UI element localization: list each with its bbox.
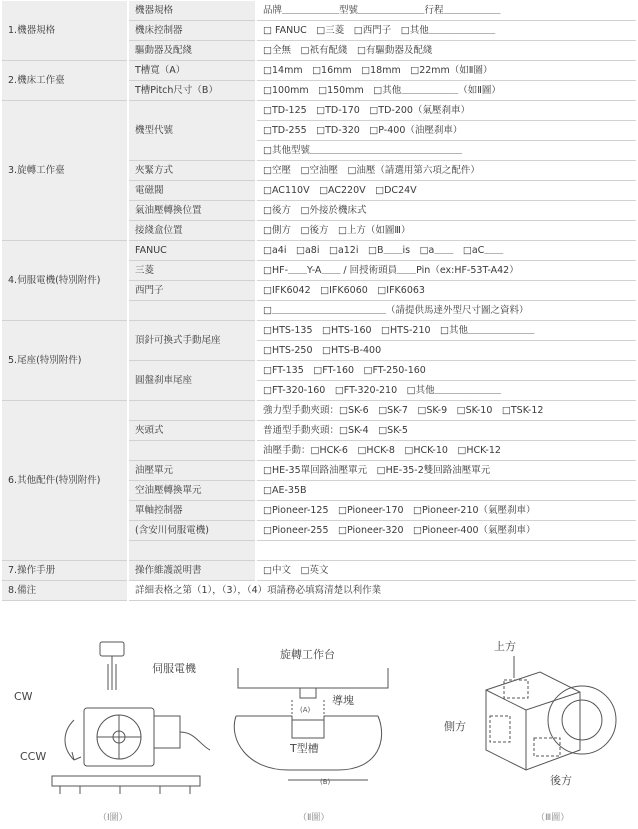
- field-label: 三菱: [128, 261, 256, 281]
- field-options[interactable]: □後方 □外接於機床式: [256, 201, 636, 221]
- spec-row: [2, 561, 636, 581]
- field-options[interactable]: □Pioneer-125 □Pioneer-170 □Pioneer-210（氣壓刹車）: [256, 501, 636, 521]
- fig2-title: 旋轉工作台: [280, 648, 335, 661]
- category-label: 8.備注: [2, 581, 128, 601]
- fig1-ccw-label: CCW: [20, 750, 47, 763]
- fig2-caption: （Ⅱ圖）: [298, 813, 330, 823]
- field-label: 電磁閥: [128, 181, 256, 201]
- fig2-tslot-label: T型槽: [290, 742, 319, 755]
- fig3-caption: （Ⅲ圖）: [536, 813, 570, 823]
- figure-2: [228, 620, 418, 829]
- spec-row: [2, 61, 636, 81]
- figures: [0, 620, 638, 829]
- spec-row: [2, 401, 636, 421]
- category-label: 6.其他配件(特別附件): [2, 401, 128, 561]
- spec-row: [2, 581, 636, 601]
- field-options[interactable]: [256, 541, 636, 561]
- field-options[interactable]: □FT-135 □FT-160 □FT-250-160: [256, 361, 636, 381]
- field-options[interactable]: □HTS-135 □HTS-160 □HTS-210 □其他＿＿＿＿＿＿＿: [256, 321, 636, 341]
- fig3-back-label: 後方: [550, 774, 572, 787]
- field-options[interactable]: □＿＿＿＿＿＿＿＿＿＿＿＿（請提供馬達外型尺寸圖之資料）: [256, 301, 636, 321]
- field-label: 夾緊方式: [128, 161, 256, 181]
- field-options[interactable]: □TD-125 □TD-170 □TD-200（氣壓刹車）: [256, 101, 636, 121]
- field-label: 空油壓轉換單元: [128, 481, 256, 501]
- field-options[interactable]: 油壓手動：□HCK-6 □HCK-8 □HCK-10 □HCK-12: [256, 441, 636, 461]
- field-options[interactable]: □IFK6042 □IFK6060 □IFK6063: [256, 281, 636, 301]
- field-label: 頂針可換式手動尾座: [128, 321, 256, 361]
- field-options[interactable]: □ FANUC □三菱 □西門子 □其他＿＿＿＿＿＿＿: [256, 21, 636, 41]
- fig2-guide-label: 導塊: [332, 694, 354, 707]
- field-options[interactable]: □a4i □a8i □a12i □B＿＿is □a＿＿ □aC＿＿: [256, 241, 636, 261]
- field-options[interactable]: □TD-255 □TD-320 □P-400（油壓刹車）: [256, 121, 636, 141]
- field-label: T槽寬（A）: [128, 61, 256, 81]
- spec-row: [2, 321, 636, 341]
- field-label: [128, 301, 256, 321]
- fig2-b-label: (B): [320, 778, 331, 786]
- field-label: (含安川伺服電機): [128, 521, 256, 541]
- field-label: 操作維護説明書: [128, 561, 256, 581]
- field-label: 油壓單元: [128, 461, 256, 481]
- figure-1: [0, 620, 240, 829]
- spec-row: [2, 241, 636, 261]
- field-label: T槽Pitch尺寸（B）: [128, 81, 256, 101]
- fig2-a-label: (A): [300, 706, 311, 714]
- field-options[interactable]: □中文 □英文: [256, 561, 636, 581]
- field-label: 氣油壓轉換位置: [128, 201, 256, 221]
- field-options[interactable]: □HTS-250 □HTS-B-400: [256, 341, 636, 361]
- fig3-top-label: 上方: [494, 640, 516, 653]
- field-options[interactable]: □HF-＿＿Y-A＿＿ / 回授術頭員＿＿Pin（ex:HF-53T-A42）: [256, 261, 636, 281]
- field-options[interactable]: □Pioneer-255 □Pioneer-320 □Pioneer-400（氣壓刹車）: [256, 521, 636, 541]
- fig3-side-label: 側方: [444, 720, 466, 733]
- category-label: 2.機床工作臺: [2, 61, 128, 101]
- field-options[interactable]: □空壓 □空油壓 □油壓（請選用第六項之配件）: [256, 161, 636, 181]
- fig1-servo-label: 伺服電機: [152, 662, 196, 675]
- field-options[interactable]: □全無 □祇有配綫 □有驅動器及配綫: [256, 41, 636, 61]
- field-options[interactable]: 強力型手動夾頭：□SK-6 □SK-7 □SK-9 □SK-10 □TSK-12: [256, 401, 636, 421]
- fig1-caption: （Ⅰ圖）: [98, 813, 128, 823]
- category-label: 7.操作手册: [2, 561, 128, 581]
- category-label: 1.機器規格: [2, 1, 128, 61]
- field-label: 詳細表格之第（1），（3），（4）項請務必填寫清楚以利作業: [128, 581, 636, 601]
- field-options[interactable]: 普通型手動夾頭：□SK-4 □SK-5: [256, 421, 636, 441]
- field-label: 接綫盒位置: [128, 221, 256, 241]
- field-label: 夾頭式: [128, 421, 256, 441]
- field-options[interactable]: □HE-35單回路油壓單元 □HE-35-2雙回路油壓單元: [256, 461, 636, 481]
- field-label: 驅動器及配綫: [128, 41, 256, 61]
- field-options[interactable]: □AE-35B: [256, 481, 636, 501]
- field-options[interactable]: □100mm □150mm □其他＿＿＿＿＿＿（如Ⅱ圖）: [256, 81, 636, 101]
- field-label: 單軸控制器: [128, 501, 256, 521]
- field-options[interactable]: □14mm □16mm □18mm □22mm（如Ⅱ圖）: [256, 61, 636, 81]
- field-label: 機型代號: [128, 101, 256, 161]
- category-label: 3.旋轉工作臺: [2, 101, 128, 241]
- field-options[interactable]: □側方 □後方 □上方（如圖Ⅲ）: [256, 221, 636, 241]
- field-label: [128, 441, 256, 461]
- category-label: 4.伺服電機(特別附件): [2, 241, 128, 321]
- field-options[interactable]: 品牌＿＿＿＿＿＿型號＿＿＿＿＿＿＿行程＿＿＿＿＿＿: [256, 1, 636, 21]
- field-label: [128, 541, 256, 561]
- spec-row: [2, 1, 636, 21]
- spec-row: [2, 101, 636, 121]
- spec-table: [2, 1, 636, 601]
- field-label: 圓盤刹車尾座: [128, 361, 256, 401]
- field-options[interactable]: □其他型號＿＿＿＿＿＿＿＿＿＿＿＿＿＿＿＿: [256, 141, 636, 161]
- field-options[interactable]: □FT-320-160 □FT-320-210 □其他＿＿＿＿＿＿＿: [256, 381, 636, 401]
- figure-3: [430, 620, 638, 829]
- field-label: [128, 401, 256, 421]
- fig1-cw-label: CW: [14, 690, 33, 703]
- field-label: 機床控制器: [128, 21, 256, 41]
- category-label: 5.尾座(特別附件): [2, 321, 128, 401]
- field-label: 機器規格: [128, 1, 256, 21]
- field-options[interactable]: □AC110V □AC220V □DC24V: [256, 181, 636, 201]
- field-label: FANUC: [128, 241, 256, 261]
- field-label: 西門子: [128, 281, 256, 301]
